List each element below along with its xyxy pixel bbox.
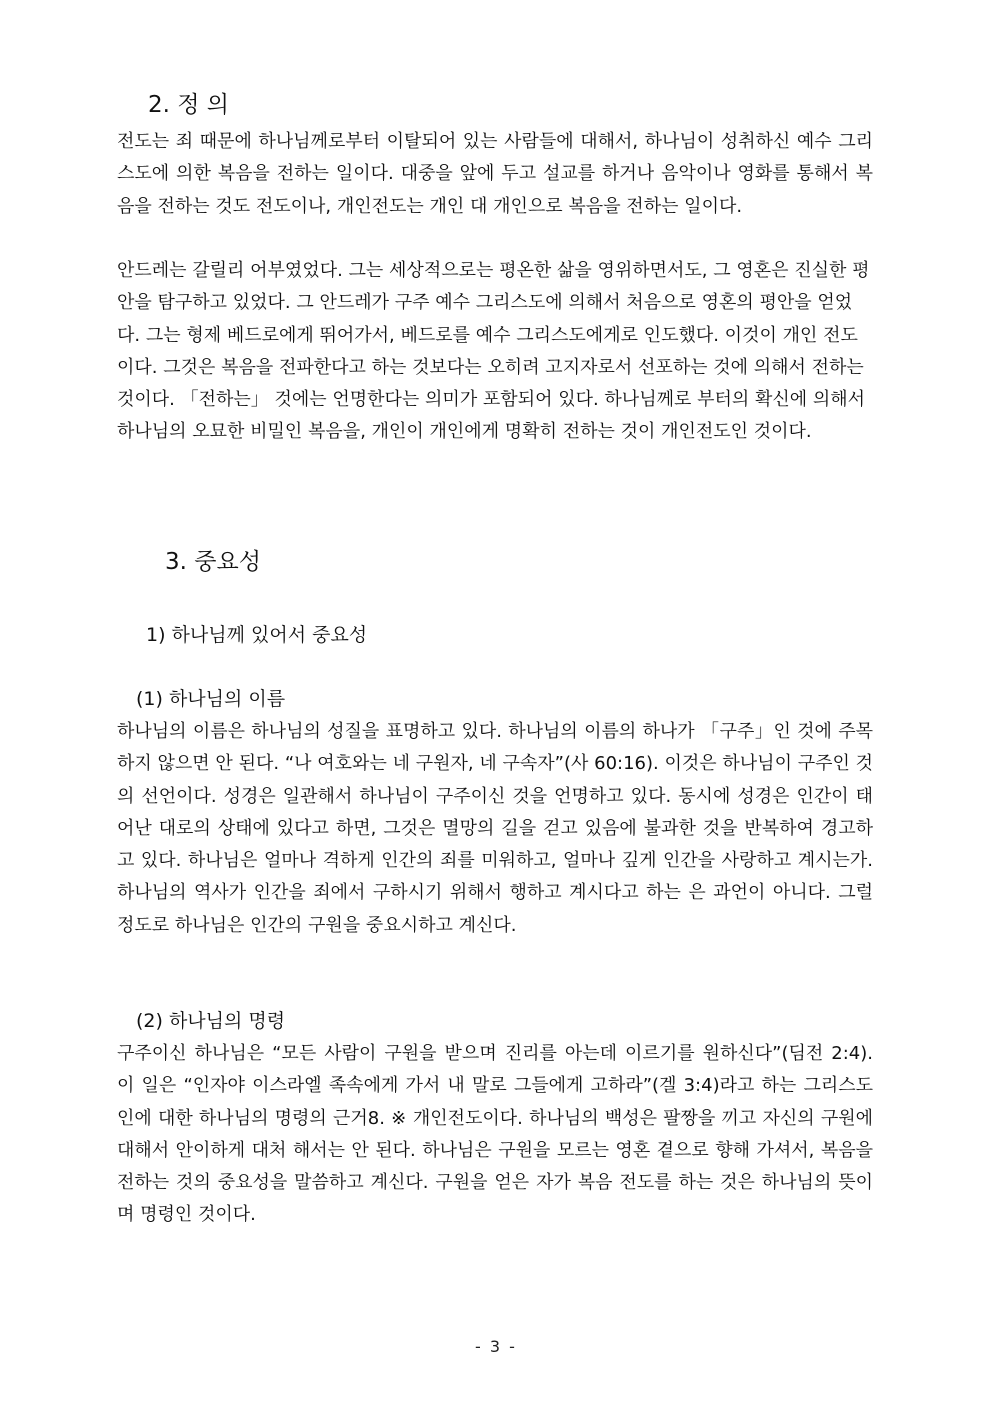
definition-paragraph-2: 안드레는 갈릴리 어부였었다. 그는 세상적으로는 평온한 삶을 영위하면서도, 그 영혼은 진실한 평안을 탐구하고 있었다. 그 안드레가 구주 예수 그리스도에 의해서 처음으로 영혼의 평안을 얻었다. 그는 형제 베드로에게 뛰어가서, 베드로를 예수 그리스도에게로 인도했다. 이것이 개인 전도이다. 그것은 복음을 전파한다고 하는 것보다는 오히려 고지자로서 선포하는 것에 의해서 전하는 것이다. 「전하는」 것에는 언명한다는 의미가 포함되어 있다. 하나님께로 부터의 확신에 의해서 하나님의 오묘한 비밀인 복음을, 개인이 개인에게 명확히 전하는 것이 개인전도인 것이다. [117, 260, 870, 443]
subsection-heading-importance-to-god: 1) 하나님께 있어서 중요성 [146, 624, 368, 646]
item-paragraph-gods-command: 구주이신 하나님은 “모든 사람이 구원을 받으며 진리를 아는데 이르기를 원하신다”(딤전 2:4). 이 일은 “인자야 이스라엘 족속에게 가서 내 말로 그들에게 고하라”(겔 3:4)라고 하는 그리스도인에 대한 하나님의 명령의 근거8. ※ 개인전도이다. 하나님의 백성은 팔짱을 끼고 자신의 구원에 대해서 안이하게 대처 해서는 안 된다. 하나님은 구원을 모르는 영혼 곁으로 향해 가셔서, 복음을 전하는 것의 중요성을 말씀하고 계신다. 구원을 얻은 자가 복음 전도를 하는 것은 하나님의 뜻이며 명령인 것이다. [117, 1043, 873, 1226]
item-paragraph-gods-name: 하나님의 이름은 하나님의 성질을 표명하고 있다. 하나님의 이름의 하나가 「구주」인 것에 주목하지 않으면 안 된다. “나 여호와는 네 구원자, 네 구속자”(사 60:16). 이것은 하나님이 구주인 것의 선언이다. 성경은 일관해서 하나님이 구주이신 것을 언명하고 있다. 동시에 성경은 인간이 태어난 대로의 상태에 있다고 하면, 그것은 멸망의 길을 걷고 있음에 불과한 것을 반복하여 경고하고 있다. 하나님은 얼마나 격하게 인간의 죄를 미워하고, 얼마나 깊게 인간을 사랑하고 계시는가. 하나님의 역사가 인간을 죄에서 구하시기 위해서 행하고 계시다고 하는 은 과언이 아니다. 그럴 정도로 하나님은 인간의 구원을 중요시하고 계신다. [117, 721, 873, 936]
definition-paragraph-1: 전도는 죄 때문에 하나님께로부터 이탈되어 있는 사람들에 대해서, 하나님이 성취하신 예수 그리스도에 의한 복음을 전하는 일이다. 대중을 앞에 두고 설교를 하거나 음악이나 영화를 통해서 복음을 전하는 것도 전도이나, 개인전도는 개인 대 개인으로 복음을 전하는 일이다. [117, 131, 873, 217]
item-heading-gods-command: (2) 하나님의 명령 [136, 1010, 286, 1032]
section-heading-importance: 3. 중요성 [165, 549, 261, 575]
item-heading-gods-name: (1) 하나님의 이름 [136, 688, 286, 710]
section-heading-definition: 2. 정 의 [148, 92, 230, 118]
page-number: - 3 - [475, 1337, 517, 1356]
